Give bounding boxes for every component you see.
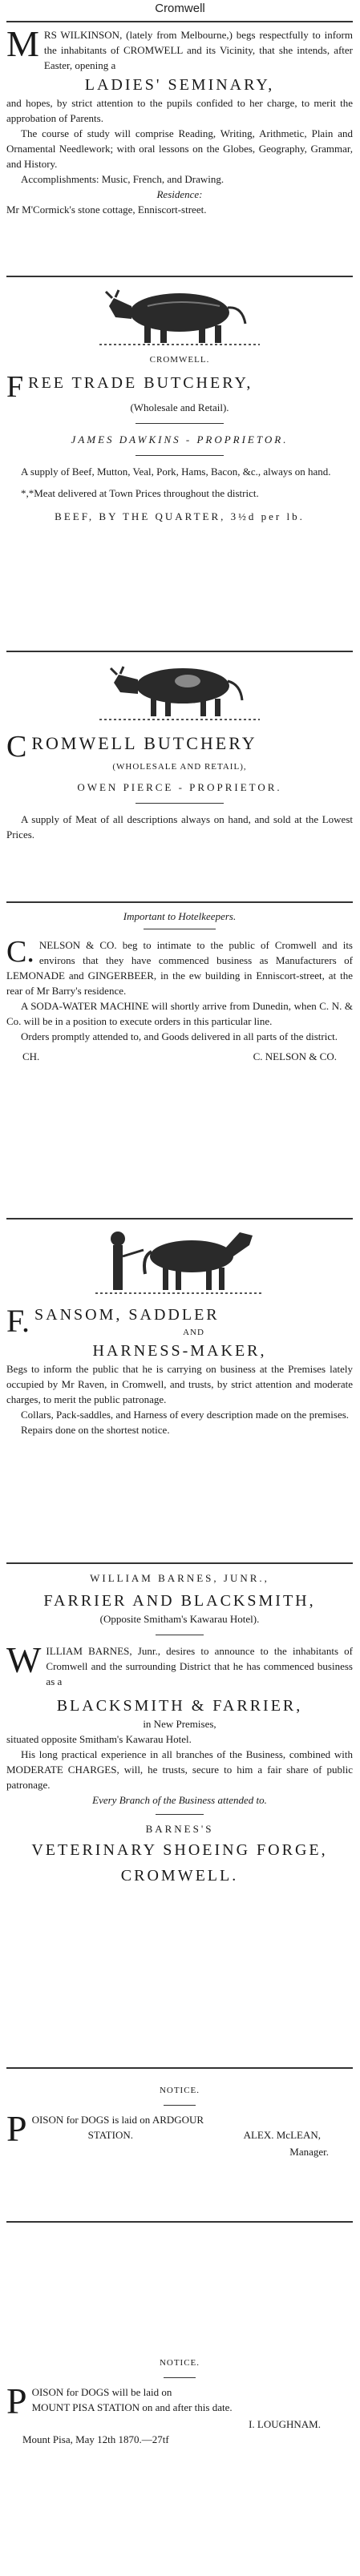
ad-price: BEEF, BY THE QUARTER, 3½d per lb.: [55, 510, 305, 522]
ad-subtitle: (WHOLESALE AND RETAIL),: [112, 762, 247, 772]
ad-line: in New Premises,: [143, 1718, 216, 1730]
residence-address: Mr M'Cormick's stone cottage, Enniscort-street.: [6, 204, 207, 216]
ad-heading: LADIES' SEMINARY,: [84, 76, 275, 94]
ad-place: CROMWELL.: [149, 355, 210, 365]
ad-heading: Important to Hotelkeepers.: [123, 910, 237, 922]
notice-signature: [32, 2127, 353, 2143]
forge-title: VETERINARY SHOEING FORGE,: [31, 1841, 328, 1859]
ad-paragraph: RS WILKINSON, (lately from Melbourne,) begs respectfully to inform the inhabitants of CROMWELL and its Vicinity, that she intends, after Easter, opening a: [43, 29, 353, 71]
divider: [136, 455, 224, 456]
ad-title: SANSOM, SADDLER: [34, 1306, 220, 1324]
ad-title: ROMWELL BUTCHERY: [31, 733, 257, 753]
divider: [6, 2221, 353, 2223]
divider: [6, 1218, 353, 1219]
drop-cap: P: [6, 2380, 27, 2421]
ad-paragraph: Orders promptly attended to, and Goods delivered in all parts of the district.: [21, 1030, 338, 1042]
notice-line: MOUNT PISA STATION on and after this date.: [31, 2401, 233, 2413]
divider: [6, 651, 353, 652]
ad-barnes-blacksmith: [6, 1570, 353, 2062]
ad-paragraph: The course of study will comprise Reading, Writing, Arithmetic, Plain and Ornamental Needlework; with oral lessons on the Globes, Geography, Grammar, and History.: [6, 127, 353, 170]
ad-paragraph: ILLIAM BARNES, Junr., desires to announce to the inhabitants of Cromwell and the surrounding District that he has commenced business as a: [46, 1645, 353, 1687]
cow-woodcut: [6, 657, 353, 723]
horse-woodcut: [6, 1224, 353, 1298]
ad-paragraph: A supply of Beef, Mutton, Veal, Pork, Hams, Bacon, &c., always on hand.: [21, 466, 331, 478]
divider: [136, 803, 224, 804]
ad-paragraph: His long practical experience in all branches of the Business, combined with MODERATE CHARGES, will, he trusts, secure to him a fair share of public patronage.: [6, 1748, 353, 1791]
ad-subtitle: (Opposite Smitham's Kawarau Hotel).: [99, 1613, 260, 1625]
forge-place: CROMWELL.: [120, 1867, 239, 1885]
divider: [6, 21, 353, 22]
ad-title: FARRIER AND BLACKSMITH,: [43, 1592, 316, 1610]
ad-name: WILLIAM BARNES, JUNR.,: [90, 1572, 269, 1584]
ad-free-trade-butchery: [6, 353, 353, 647]
ox-woodcut-icon: [99, 282, 260, 348]
ad-line: situated opposite Smitham's Kawarau Hotel.: [6, 1733, 192, 1745]
divider: [164, 2105, 196, 2106]
notice-label: NOTICE.: [159, 2086, 200, 2095]
ad-nelson-co: [6, 909, 353, 1215]
ad-paragraph: and hopes, by strict attention to the pupils confided to her charge, to merit the approbation of Parents.: [6, 97, 353, 124]
ad-title: REE TRADE BUTCHERY,: [28, 374, 253, 392]
ad-heading: BLACKSMITH & FARRIER,: [56, 1697, 303, 1715]
ad-sansom-saddler: [6, 1301, 353, 1559]
drop-cap: W: [6, 1639, 42, 1680]
ad-paragraph: Accomplishments: Music, French, and Drawing.: [21, 173, 224, 185]
drop-cap: C.: [6, 935, 34, 969]
signature-name: C. NELSON & CO.: [253, 1050, 337, 1062]
drop-cap: F.: [6, 1303, 30, 1339]
ox-woodcut: [6, 282, 353, 348]
ad-paragraph: Repairs done on the shortest notice.: [21, 1424, 170, 1436]
notice-name: ALEX. McLEAN,: [243, 2129, 321, 2141]
divider: [6, 276, 353, 277]
notice-station: STATION.: [87, 2129, 133, 2141]
ad-mount-pisa-notice: [6, 2356, 353, 2516]
ad-and: AND: [183, 1328, 204, 1337]
notice-label: NOTICE.: [159, 2358, 200, 2368]
ad-paragraph: Begs to inform the public that he is carrying on business at the Premises lately occupied by Mr Raven, in Cromwell, and trusts, by strict attention and moderate charges, to merit the public patronage.: [6, 1363, 353, 1405]
divider: [136, 423, 224, 424]
ad-line: Every Branch of the Business attended to.: [92, 1794, 267, 1806]
ad-paragraph: Collars, Pack-saddles, and Harness of every description made on the premises.: [21, 1409, 350, 1421]
horse-woodcut-icon: [95, 1224, 264, 1298]
cow-woodcut-icon: [99, 657, 260, 723]
ad-paragraph: NELSON & CO. beg to intimate to the public of Cromwell and its environs that they have commenced business as Manufacturers of LEMONADE and GINGERBEER, in the ew building in Enniscort-street, at the rear of Mr Barry's residence.: [6, 939, 353, 997]
ad-ladies-seminary: [6, 27, 353, 272]
page-header: Cromwell: [155, 2, 205, 15]
notice-role: Manager.: [289, 2146, 329, 2158]
divider: [6, 1562, 353, 1564]
notice-name: I. LOUGHNAM.: [249, 2418, 321, 2430]
ad-paragraph: A SODA-WATER MACHINE will shortly arrive from Dunedin, when C. N. & Co. will be in a position to execute orders in this particular line.: [6, 1000, 353, 1027]
ad-cromwell-butchery: [6, 726, 353, 898]
divider: [156, 1814, 204, 1815]
ad-paragraph: *,*Meat delivered at Town Prices throughout the district.: [21, 487, 259, 499]
drop-cap: M: [6, 27, 39, 64]
signature-code: CH.: [22, 1050, 40, 1062]
ad-signature: [6, 1049, 353, 1064]
divider: [6, 2067, 353, 2069]
divider: [164, 2377, 196, 2378]
ad-ardgour-notice: [6, 2083, 353, 2211]
ad-paragraph: A supply of Meat of all descriptions always on hand, and sold at the Lowest Prices.: [6, 813, 353, 841]
residence-label: Residence:: [156, 188, 203, 200]
drop-cap: P: [6, 2108, 27, 2149]
ad-subtitle: (Wholesale and Retail).: [130, 401, 229, 413]
forge-owner: BARNES'S: [145, 1823, 214, 1835]
drop-cap: C: [6, 730, 27, 764]
drop-cap: F: [6, 370, 24, 404]
notice-line: OISON for DOGS will be laid on: [31, 2386, 172, 2398]
ad-proprietor: OWEN PIERCE - PROPRIETOR.: [77, 781, 282, 793]
notice-line: OISON for DOGS is laid on ARDGOUR: [31, 2114, 204, 2126]
ad-title: HARNESS-MAKER,: [92, 1342, 267, 1360]
ad-proprietor: JAMES DAWKINS - PROPRIETOR.: [71, 433, 289, 445]
divider: [6, 901, 353, 903]
notice-line: Mount Pisa, May 12th 1870.—27tf: [22, 2433, 169, 2445]
